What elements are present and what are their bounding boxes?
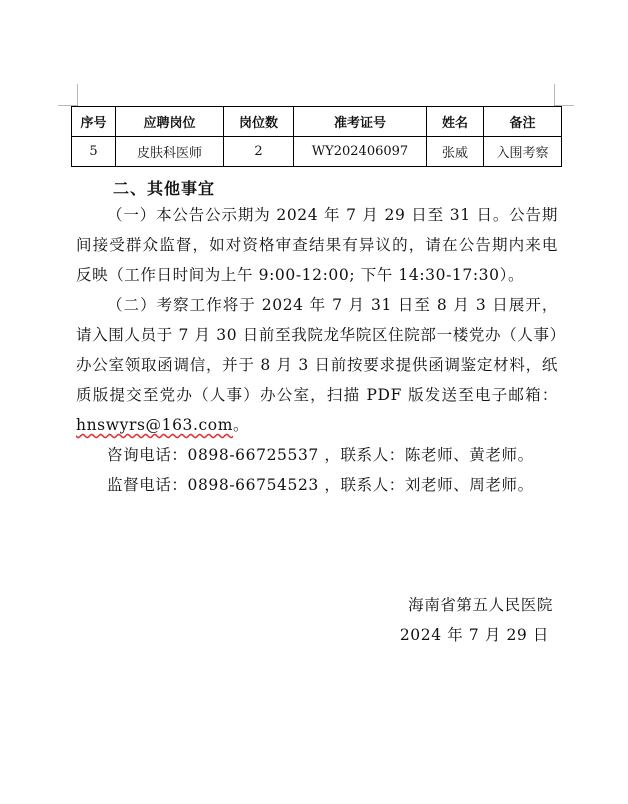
notice-paragraph-2 (76, 290, 558, 440)
table-header-row (72, 107, 562, 137)
table-cell: WY202406097 (294, 137, 427, 167)
table-cell: 入围考察 (484, 137, 562, 167)
table-header-cell: 应聘岗位 (116, 107, 224, 137)
table-cell: 皮肤科医师 (116, 137, 224, 167)
paragraph-2-end: 。 (233, 416, 250, 434)
table-header-cell: 岗位数 (224, 107, 294, 137)
paragraph-2-text: （二）考察工作将于 2024 年 7 月 31 日至 8 月 3 日展开，请入围人员于 7 月 30 日前至我院龙华院区住院部一楼党办（人事）办公室领取函调信，并于 8 月 3 日前按要求提供函调鉴定材料，纸质版提交至党办（人事）办公室，扫描 PDF 版发送至电子邮箱： (76, 296, 558, 404)
table-header-cell: 备注 (484, 107, 562, 137)
table-header-cell: 姓名 (427, 107, 484, 137)
page-corner-mark (554, 84, 555, 106)
section-heading: 二、其他事宜 (113, 179, 216, 198)
notice-paragraph-1: （一）本公告公示期为 2024 年 7 月 29 日至 31 日。公告期间接受群众监督，如对资格审查结果有异议的，请在公告期内来电反映（工作日时间为上午 9:00-12:00; 下午 14:30-17:30）。 (76, 206, 558, 284)
signature-organization: 海南省第五人民医院 (408, 596, 553, 614)
table-cell: 5 (72, 137, 116, 167)
consult-contact-line: 咨询电话：0898-66725537 ，联系人：陈老师、黄老师。 (107, 446, 534, 464)
table-row (72, 137, 562, 167)
table-header-cell: 序号 (72, 107, 116, 137)
table-cell: 张威 (427, 137, 484, 167)
supervise-contact-line: 监督电话：0898-66754523 ，联系人：刘老师、周老师。 (107, 476, 534, 494)
table-cell: 2 (224, 137, 294, 167)
result-table (71, 106, 562, 167)
email-address: hnswyrs@163.com (76, 416, 234, 434)
signature-date: 2024 年 7 月 29 日 (399, 626, 549, 644)
page-corner-mark (77, 84, 78, 106)
table-header-cell: 准考证号 (294, 107, 427, 137)
